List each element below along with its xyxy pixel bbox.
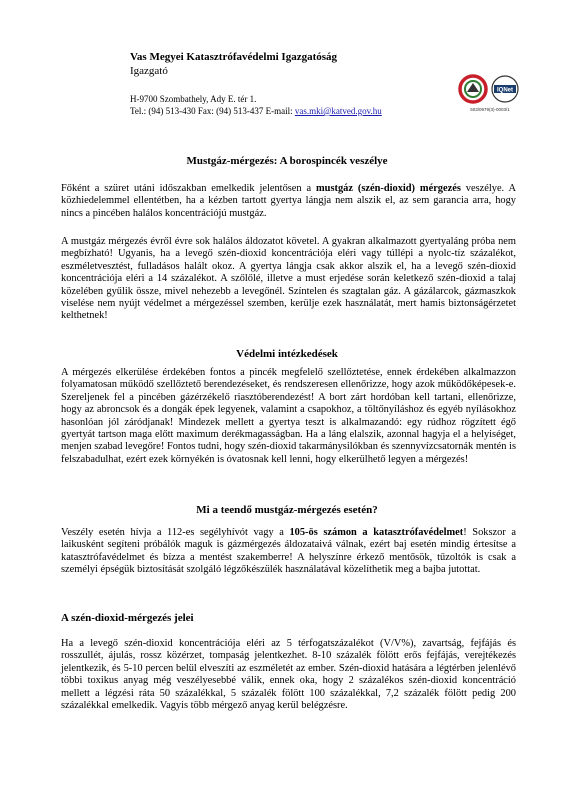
emergency-text-continued: ! Sokszor a laikusként segíteni próbálók maguk is gázmérgezés áldozataivá válnak, ezért baj esetén mindig értesítse a katasztrófavédelmet és bízza a mentést szakemberre! A helyszínre érkező mentősök, tűzoltók is csak a személyi épségük biztosítását szolgáló légzőkészülék használatával közelíthetik meg a bajba jutottat. bbox=[61, 527, 516, 576]
organization-name: Vas Megyei Katasztrófavédelmi Igazgatóság bbox=[130, 51, 338, 63]
certification-logos bbox=[455, 72, 525, 122]
address-line: H-9700 Szombathely, Ady E. tér 1. bbox=[130, 94, 257, 104]
svg-text:IQNet: IQNet bbox=[496, 87, 514, 94]
iqnet-logo-icon bbox=[490, 74, 520, 104]
intro-paragraph bbox=[61, 183, 516, 220]
certification-code: 503/0979(3)-0003/1 bbox=[470, 107, 510, 112]
address-block bbox=[130, 93, 382, 117]
intro-text: Főként a szüret utáni időszakban emelkedik jelentősen a bbox=[61, 183, 317, 194]
contact-phone-fax: Tel.: (94) 513-430 Fax: (94) 513-437 E-mail: bbox=[130, 106, 295, 116]
emblem-logo-icon bbox=[458, 74, 488, 104]
intro-bold-text: mustgáz (szén-dioxid) mérgezés bbox=[316, 183, 461, 194]
emergency-text: Veszély esetén hívja a 112-es segélyhívót vagy a bbox=[61, 527, 290, 538]
email-link[interactable]: vas.mki@katved.gov.hu bbox=[294, 106, 382, 116]
section-title-symptoms: A szén-dioxid-mérgezés jelei bbox=[61, 612, 194, 624]
intro-text-continued: veszélye. A közhiedelemmel ellentétben, ha a kézben tartott gyertya lángja nem alszik el, az sem garancia arra, hogy nincs a pincében halálos koncentrációjú mustgáz. bbox=[61, 183, 516, 219]
paragraph-what-to-do bbox=[61, 527, 516, 577]
organization-subtitle: Igazgató bbox=[130, 65, 168, 77]
section-title-protection: Védelmi intézkedések bbox=[236, 348, 338, 360]
emergency-bold-text: 105-ös számon a katasztrófavédelmet bbox=[289, 527, 464, 538]
section-title-what-to-do: Mi a teendő mustgáz-mérgezés esetén? bbox=[196, 504, 378, 516]
paragraph-danger: A mustgáz mérgezés évről évre sok halálos áldozatot követel. A gyakran alkalmazott gyertyaláng próba nem megbízható! Ugyanis, ha a levegő szén-dioxid koncentrációja eléri vagy túllépi a nyolc-tíz százalékot, eszméletvesztést, fulladásos halált okoz. A gyertya lángja csak akkor alszik el, ha a levegő szén-dioxid koncentrációja eléri a 14 százalékot. A szőlőlé, illetve a must erjedése során keletkező szén-dioxid a talaj közelében gyűlik össze, mivel nehezebb a levegőnél. Színtelen és szagtalan gáz. A gázálarcok, gázmaszkok viselése nem nyújt védelmet a mérgezéssel szemben, kerülje ezek használatát, mert hamis biztonságérzetet kelthetnek! bbox=[61, 236, 516, 322]
paragraph-symptoms: Ha a levegő szén-dioxid koncentrációja eléri az 5 térfogatszázalékot (V/V%), zavartság, fejfájás és rosszullét, ájulás, rossz közérzet, tompaság jelentkezhet. 8-10 százalék fölött erős fejfájás, verejtékezés jelentkezik, és 5-10 percen belül elveszíti az eszméletét az ember. Szén-dioxid hatására a légtérben jelenlévő többi toxikus anyag még veszélyesebbé válik, ennek oka, hogy 2 százalékos szén-dioxid koncentráció mellett a légzési ráta 50 százalékkal, 5 százalék fölött 100 százalékkal, 7,2 százalék fölött pedig 200 százalékkal emelkedik. Vagyis több mérgező anyag kerül belégzésre. bbox=[61, 638, 516, 712]
document-title: Mustgáz-mérgezés: A borospincék veszélye bbox=[186, 155, 388, 167]
paragraph-protection: A mérgezés elkerülése érdekében fontos a pincék megfelelő szellőztetése, ennek érdekében alkalmazzon folyamatosan működő szellőztető berendezéseket, és rendszeresen ellenőrizze, hogy azok működőképesek-e. Szereljenek fel a pincében gázérzékelő riasztóberendezést! A bort zárt hordóban kell tartani, ellenőrizze, hogy az abroncsok és a dongák épek legyenek, valamint a csapokhoz, a töltőnyíláshoz és egyéb nyílásokhoz hasonlóan jól záródjanak! Mindezek mellett a gyertya teszt is alkalmazandó: egy rúdhoz rögzített égő gyertyát tartson maga előtt maximum derékmagasságban. Ha a láng elalszik, azonnal hagyja el a helyiséget, menjen szabad levegőre! Fontos tudni, hogy szén-dioxid takarmánysilókban és szennyvízcsatornák mentén is felszabadulhat, ezért ezek környékén is óvatosnak kell lenni, hogy elkerülhető legyen a mérgezés! bbox=[61, 367, 516, 465]
contact-line bbox=[130, 105, 382, 117]
